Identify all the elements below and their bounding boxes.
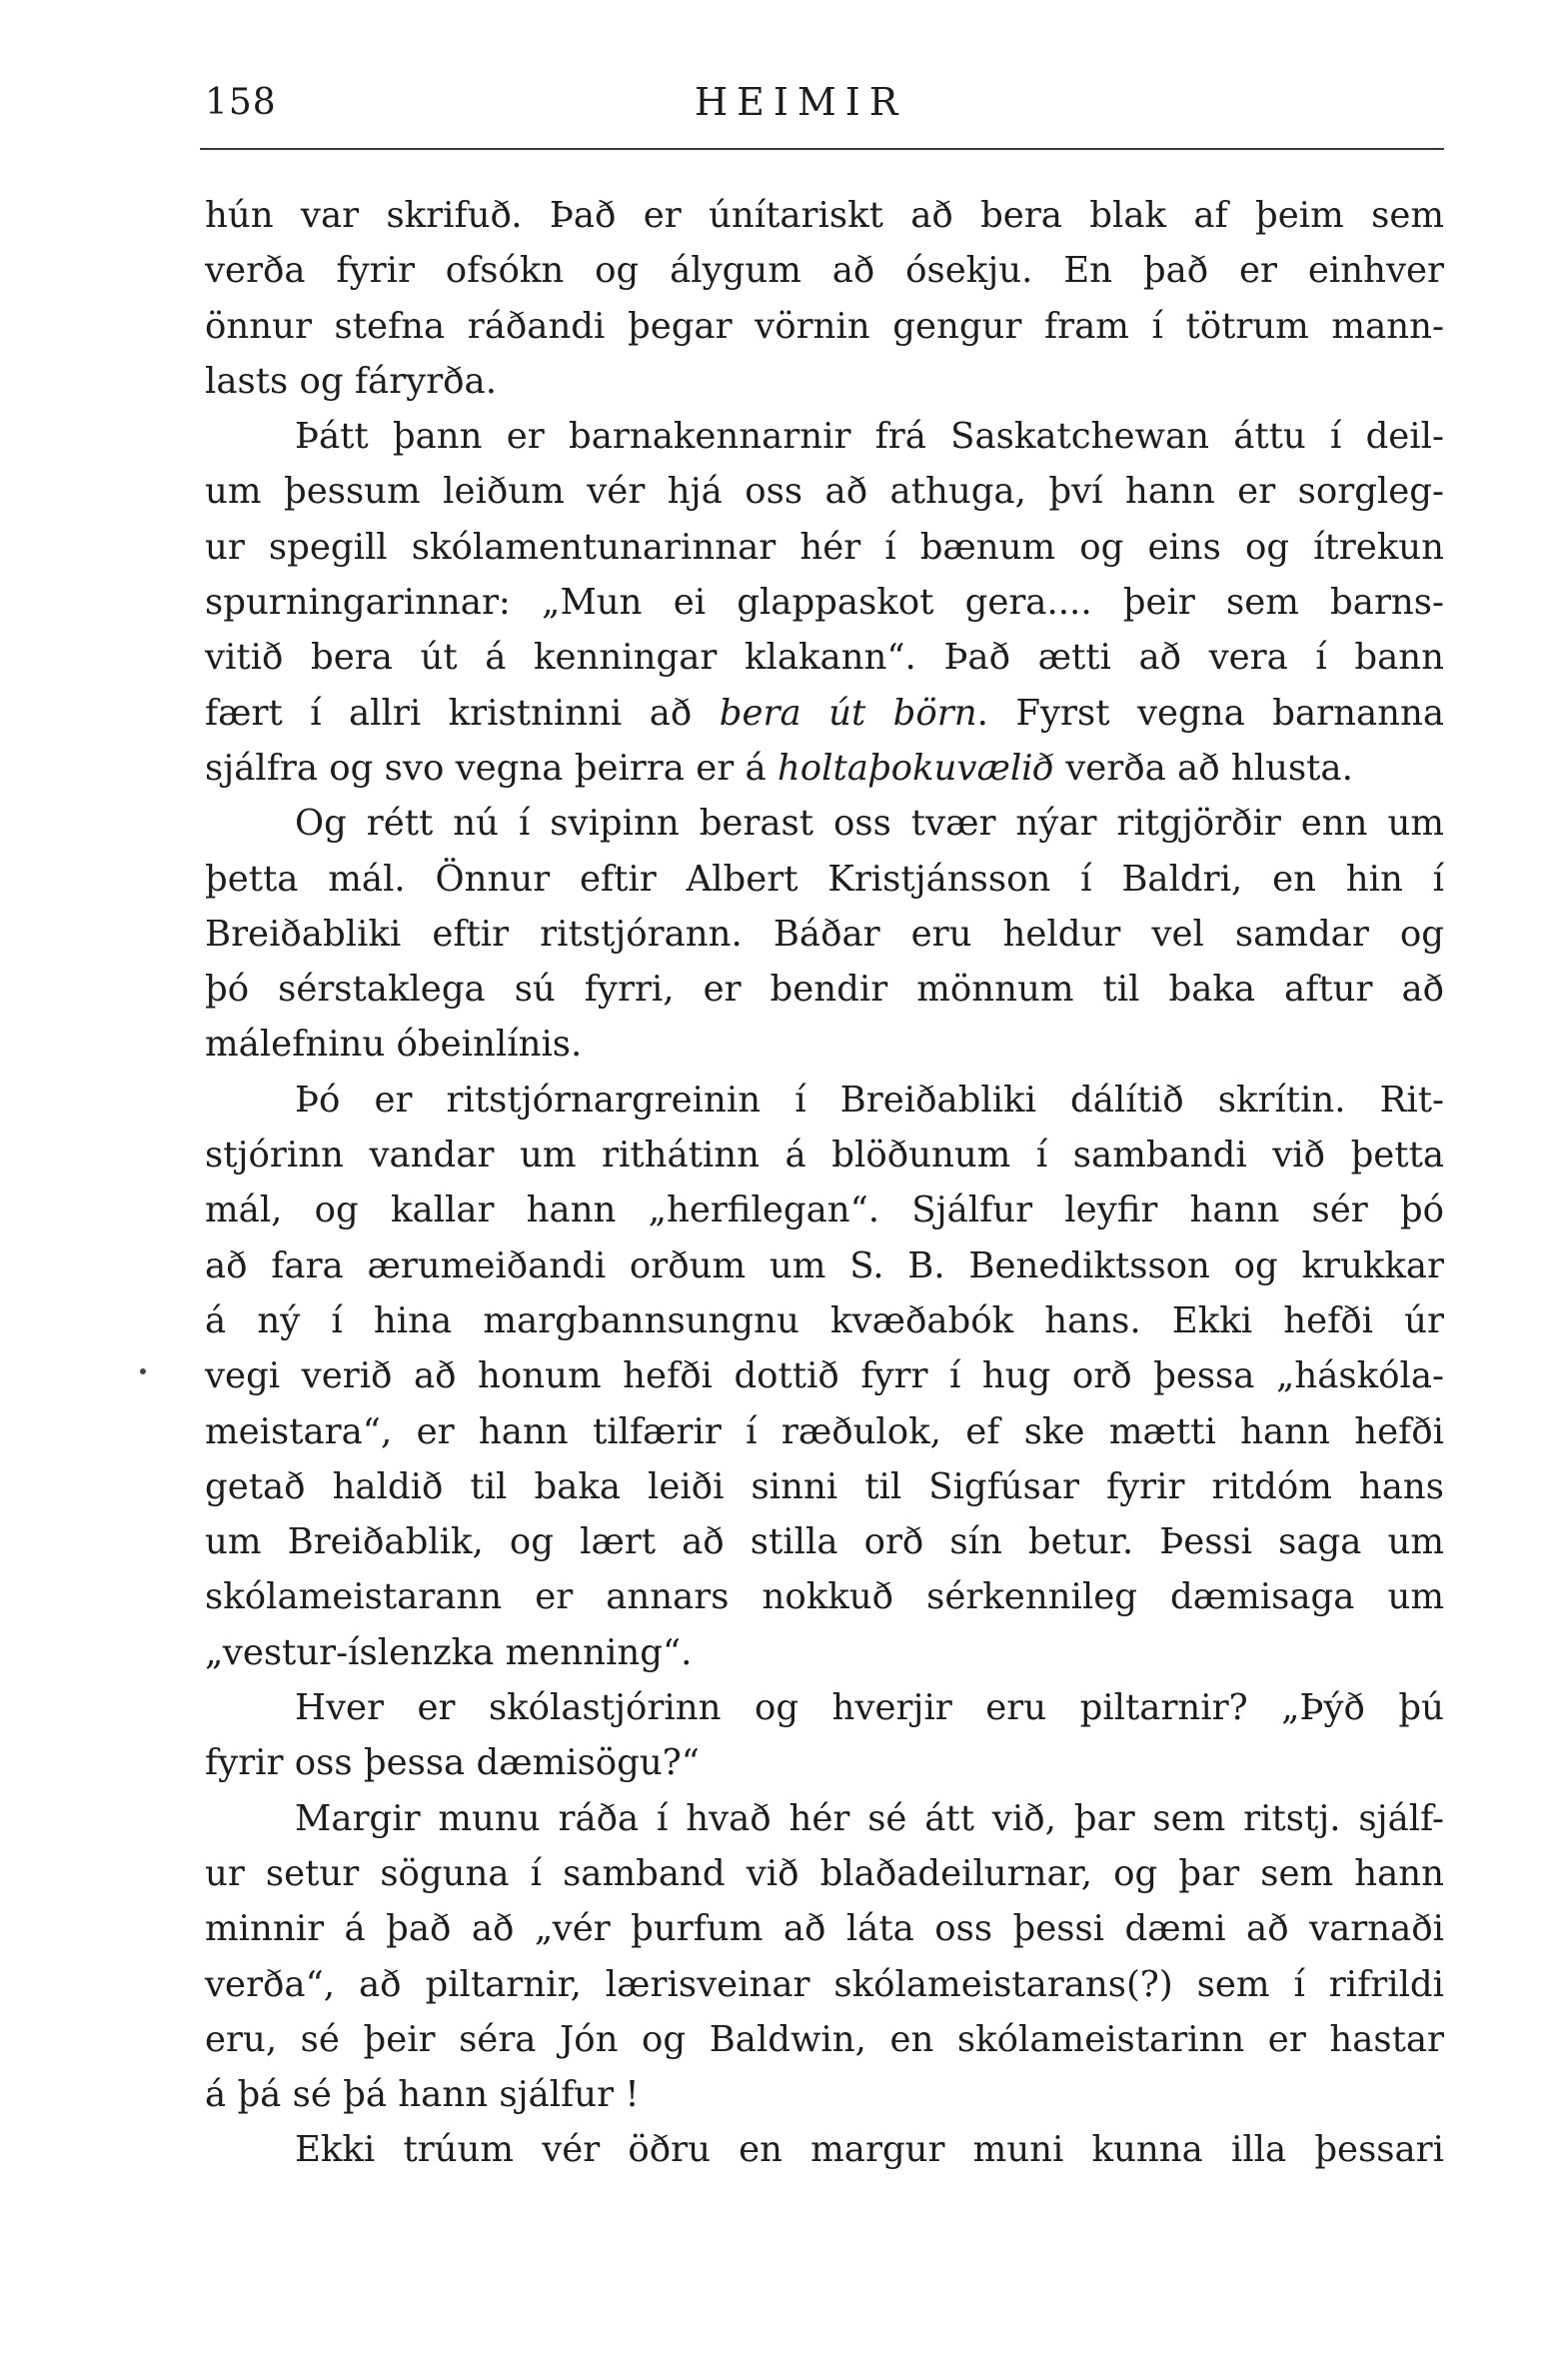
text-line: ur setur söguna í samband við blaðadeilurnar, og þar sem hann (205, 1852, 1444, 1894)
text-line: málefninu óbeinlínis. (205, 1024, 583, 1066)
text-line: Ekki trúum vér öðru en margur muni kunna illa þessari (295, 2129, 1444, 2171)
text-line: þetta mál. Önnur eftir Albert Kristjánsson í Baldri, en hin í (205, 858, 1444, 900)
body-text (205, 188, 1444, 2178)
text-line: stjórinn vandar um rithátinn á blöðunum í sambandi við þetta (205, 1135, 1444, 1177)
text-line: meistara“, er hann tilfærir í ræðulok, ef ske mætti hann hefði (205, 1410, 1444, 1452)
text-line: Margir munu ráða í hvað hér sé átt við, þar sem ritstj. sjálf- (295, 1797, 1444, 1839)
text-line: vegi verið að honum hefði dottið fyrr í hug orð þessa „háskóla- (205, 1355, 1444, 1397)
text-line: Þó er ritstjórnargreinin í Breiðabliki dálítið skrítin. Rit- (295, 1079, 1444, 1121)
page-header (205, 82, 1434, 142)
text-line: minnir á það að „vér þurfum að láta oss þessi dæmi að varnaði (205, 1908, 1444, 1950)
text-line: um Breiðablik, og lært að stilla orð sín betur. Þessi saga um (205, 1521, 1444, 1563)
text-line: Breiðabliki eftir ritstjórann. Báðar eru heldur vel samdar og (205, 913, 1444, 955)
text-line: mál, og kallar hann „herfilegan“. Sjálfur leyfir hann sér þó (205, 1189, 1444, 1231)
margin-speck (140, 1368, 146, 1374)
text-line: þó sérstaklega sú fyrri, er bendir mönnum til baka aftur að (205, 969, 1444, 1011)
header-rule (200, 148, 1444, 150)
text-line: Þátt þann er barnakennarnir frá Saskatchewan áttu í deil- (295, 416, 1444, 458)
text-line: verða“, að piltarnir, lærisveinar skólameistarans(?) sem í rifrildi (205, 1963, 1444, 2005)
text-line: eru, sé þeir séra Jón og Baldwin, en skólameistarinn er hastar (205, 2018, 1444, 2060)
text-line: á þá sé þá hann sjálfur ! (205, 2074, 640, 2116)
text-line: verða fyrir ofsókn og álygum að ósekju. En það er einhver (205, 250, 1444, 292)
text-line: „vestur-íslenzka menning“. (205, 1631, 693, 1673)
text-line: vitið bera út á kenningar klakann“. Það ætti að vera í bann (205, 637, 1444, 679)
text-line: skólameistarann er annars nokkuð sérkennileg dæmisaga um (205, 1576, 1444, 1618)
page-number: 158 (205, 82, 277, 123)
text-line: spurningarinnar: „Mun ei glappaskot gera.... þeir sem barns- (205, 582, 1444, 624)
text-line: fyrir oss þessa dæmisögu?“ (205, 1742, 700, 1784)
text-line: Hver er skólastjórinn og hverjir eru piltarnir? „Þýð þú (295, 1687, 1444, 1729)
running-title: HEIMIR (695, 80, 907, 124)
text-line: sjálfra og svo vegna þeirra er á holtaþokuvælið verða að hlusta. (205, 747, 1353, 789)
text-line: lasts og fáryrða. (205, 360, 498, 402)
text-line: að fara ærumeiðandi orðum um S. B. Benediktsson og krukkar (205, 1244, 1444, 1286)
text-line: ur spegill skólamentunarinnar hér í bænum og eins og ítrekun (205, 526, 1444, 568)
text-line: fært í allri kristninni að bera út börn. Fyrst vegna barnanna (205, 692, 1445, 734)
text-line: önnur stefna ráðandi þegar vörnin gengur fram í tötrum mann- (205, 305, 1444, 347)
text-line: Og rétt nú í svipinn berast oss tvær nýar ritgjörðir enn um (295, 803, 1444, 845)
text-line: á ný í hina margbannsungnu kvæðabók hans. Ekki hefði úr (205, 1299, 1444, 1341)
text-line: um þessum leiðum vér hjá oss að athuga, því hann er sorgleg- (205, 471, 1444, 513)
text-line: getað haldið til baka leiði sinni til Sigfúsar fyrir ritdóm hans (205, 1465, 1444, 1507)
text-line: hún var skrifuð. Það er únítariskt að bera blak af þeim sem (205, 195, 1444, 236)
